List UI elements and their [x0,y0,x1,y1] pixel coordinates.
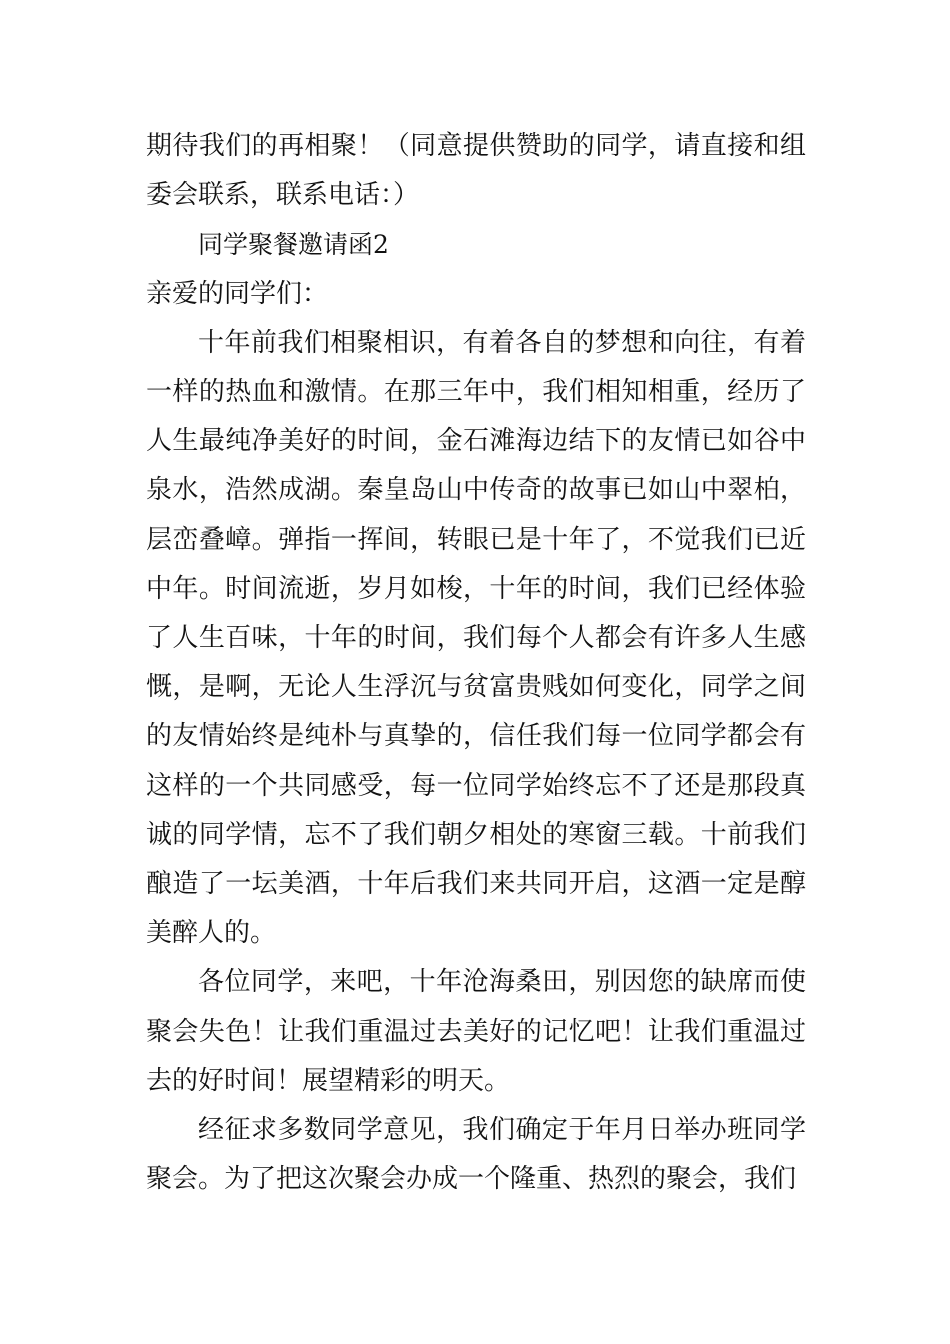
salutation: 亲爱的同学们： [146,278,329,309]
document-body [146,122,806,1204]
body-paragraph-3: 经征求多数同学意见，我们确定于年月日举办班同学聚会。为了把这次聚会办成一个隆重、热烈的聚会，我们 [146,1115,806,1195]
body-paragraph-1: 十年前我们相聚相识，有着各自的梦想和向往，有着一样的热血和激情。在那三年中，我们相知相重，经历了人生最纯净美好的时间，金石滩海边结下的友情已如谷中泉水，浩然成湖。秦皇岛山中传奇的故事已如山中翠柏，层峦叠嶂。弹指一挥间，转眼已是十年了，不觉我们已近中年。时间流逝，岁月如梭，十年的时间，我们已经体验了人生百味，十年的时间，我们每个人都会有许多人生感慨，是啊，无论人生浮沉与贫富贵贱如何变化，同学之间的友情始终是纯朴与真挚的，信任我们每一位同学都会有这样的一个共同感受，每一位同学始终忘不了还是那段真诚的同学情，忘不了我们朝夕相处的寒窗三载。十前我们酿造了一坛美酒，十年后我们来共同开启，这酒一定是醇美醉人的。 [146,327,806,949]
body-paragraph-2: 各位同学，来吧，十年沧海桑田，别因您的缺席而使聚会失色！让我们重温过去美好的记忆吧！让我们重温过去的好时间！展望精彩的明天。 [146,967,806,1096]
continuation-paragraph: 期待我们的再相聚！（同意提供赞助的同学，请直接和组委会联系，联系电话：） [146,131,806,211]
section-heading: 同学聚餐邀请函2 [198,230,389,260]
